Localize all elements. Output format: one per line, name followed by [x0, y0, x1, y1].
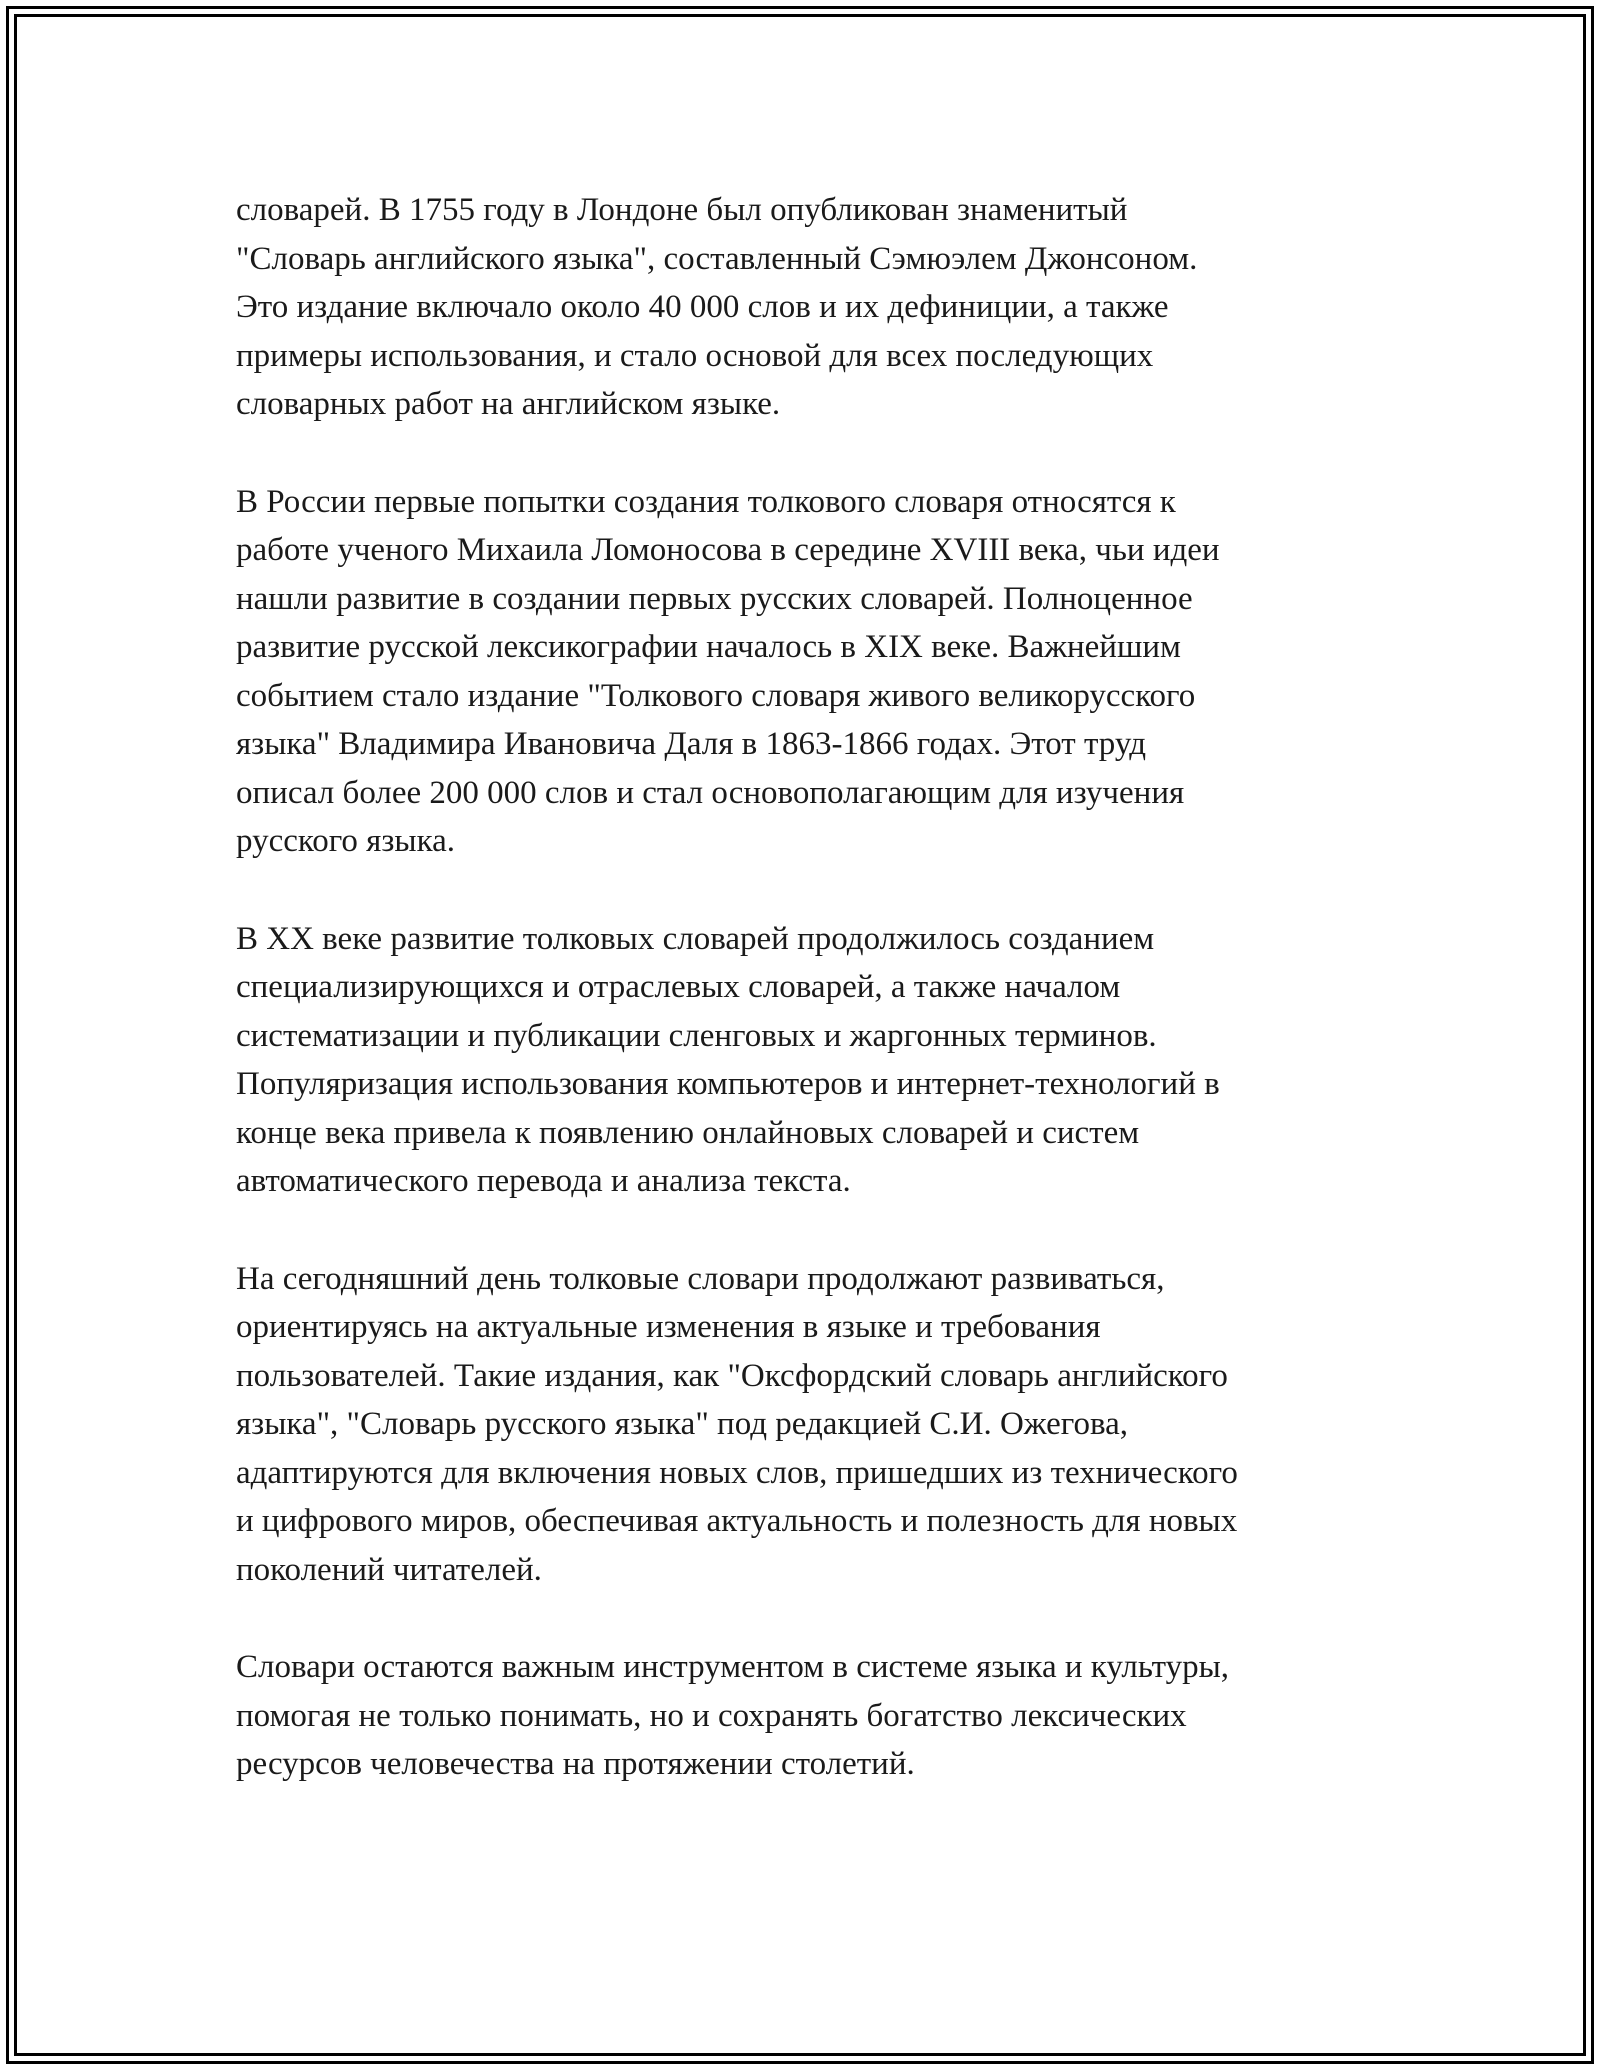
document-body — [236, 186, 1366, 1838]
paragraph-modern-dictionaries: На сегодняшний день толковые словари продолжают развиваться, ориентируясь на актуальные изменения в языке и требования пользователей. Такие издания, как "Оксфордский словарь английского языка", "Словарь русского языка" под редакцией С.И. Ожегова, адаптируются для включения новых слов, пришедших из технического и цифрового миров, обеспечивая актуальность и полезность для новых поколений читателей. — [236, 1260, 1238, 1588]
paragraph-conclusion: Словари остаются важным инструментом в системе языка и культуры, помогая не только понимать, но и сохранять богатство лексических ресурсов человечества на протяжении столетий. — [236, 1649, 1230, 1782]
paragraph-russian-lexicography: В России первые попытки создания толкового словаря относятся к работе ученого Михаила Ломоносова в середине XVIII века, чьи идеи нашли развитие в создании первых русских словарей. Полноценное развитие русской лексикографии началось в XIX веке. Важнейшим событием стало издание "Толкового словаря живого великорусского языка" Владимира Ивановича Даля в 1863-1866 годах. Этот труд описал более 200 000 слов и стал основополагающим для изучения русского языка. — [236, 483, 1220, 859]
paragraph-johnson-dictionary: словарей. В 1755 году в Лондоне был опубликован знаменитый "Словарь английского языка", составленный Сэмюэлем Джонсоном. Это издание включало около 40 000 слов и их дефиниции, а также примеры использования, и стало основой для всех последующих словарных работ на английском языке. — [236, 192, 1198, 422]
paragraph-twentieth-century: В XX веке развитие толковых словарей продолжилось созданием специализирующихся и отраслевых словарей, а также началом систематизации и публикации сленговых и жаргонных терминов. Популяризация использования компьютеров и интернет-технологий в конце века привела к появлению онлайновых словарей и систем автоматического перевода и анализа текста. — [236, 920, 1220, 1199]
